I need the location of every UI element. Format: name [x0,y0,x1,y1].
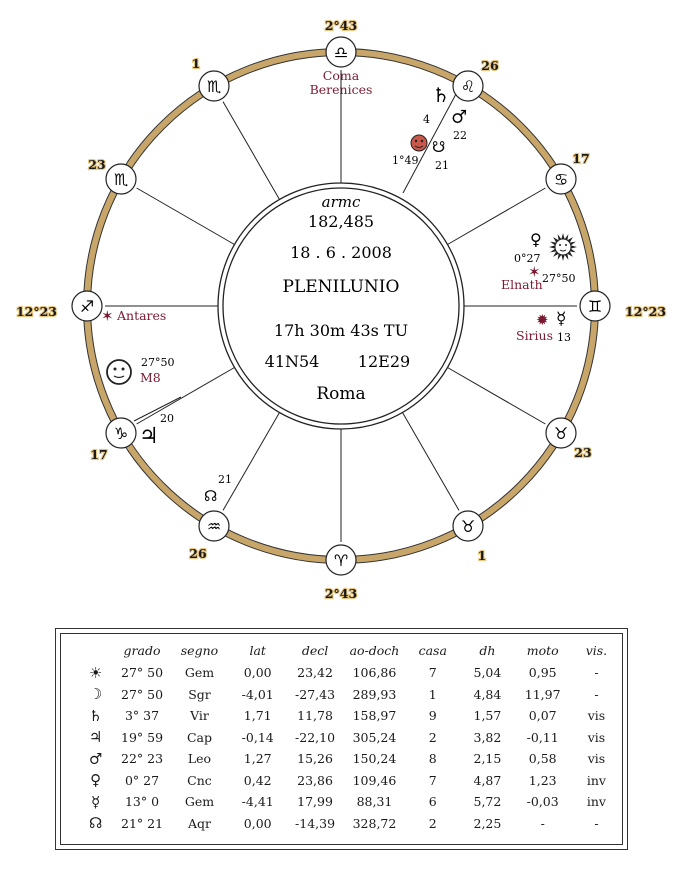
table-row [77,662,622,684]
table-cell: 158,97 [352,708,397,724]
col-moto: moto [526,642,559,658]
armc-label: armc [321,193,361,211]
table-cell: 150,24 [352,751,397,767]
house-divider [223,102,280,200]
cusp-leo [453,58,499,101]
table-cell: inv [586,772,606,788]
node-icon-upper: ☋ [432,138,446,156]
table-cell: - [594,686,599,702]
table-cell: Aqr [187,815,211,831]
table-cell: -0,11 [526,729,559,745]
table-cell: vis [587,708,606,724]
table-cell: Sgr [188,686,211,702]
jupiter-icon: ♃ [139,424,159,449]
venus-degree: 0°27 [514,252,541,265]
zodiac-sign-icon: ♒ [206,517,222,536]
zodiac-sign-icon: ♊ [587,297,603,316]
table-cell: vis [587,751,606,767]
table-cell: 15,26 [297,751,333,767]
table-cell: 0,00 [243,665,272,681]
armc-value: 182,485 [307,212,375,231]
table-cell: 27° 50 [121,665,164,681]
table-cell: Cap [186,729,212,745]
table-row [77,813,622,835]
table-row [77,791,622,813]
table-row [77,748,622,770]
positions-table [77,638,622,834]
col-decl: decl [301,642,329,658]
node-degree-lower: 21 [218,473,232,486]
mars-icon: ♂ [88,749,103,768]
table-cell: 1,27 [243,751,272,767]
full-moon-icon [107,360,131,384]
zodiac-sign-icon: ♎ [333,43,349,62]
table-cell: -4,01 [241,686,274,702]
table-cell: - [540,815,545,831]
house-dividers [105,70,577,542]
table-cell: 1,57 [473,708,502,724]
table-header [77,638,622,662]
cusp-degree: 26 [481,58,499,73]
table-cell: 3,82 [473,729,502,745]
table-cell: 4,84 [473,686,502,702]
table-cell: 13° 0 [124,794,160,810]
table-cell: 0,58 [528,751,557,767]
table-cell: 1,71 [243,708,272,724]
star-label-antares: Antares [117,308,167,323]
jupiter-degree: 20 [160,412,174,425]
table-cell: 3° 37 [124,708,160,724]
cusp-degree: 2°43 [324,586,358,601]
star-label-sirius: Sirius [516,328,553,343]
sun-degree: 27°50 [542,272,576,285]
table-cell: 0° 27 [124,772,160,788]
table-cell: 23,42 [297,665,333,681]
zodiac-sign-icon: ♏ [113,170,129,189]
table-cell: 1 [428,686,437,702]
zodiac-sign-icon: ♋ [553,170,569,189]
table-cell: -0,03 [526,794,559,810]
table-cell: 2 [428,729,437,745]
saturn-degree: 4 [423,113,430,126]
table-cell: 0,42 [243,772,272,788]
star-label-elnath: Elnath [501,277,543,292]
cusp-degree: 23 [88,157,106,172]
cusp-gemini [580,291,666,321]
zodiac-sign-icon: ♈ [333,551,349,570]
node-degree-upper: 21 [435,159,449,172]
col-casa: casa [418,642,447,658]
table-cell: Cnc [187,772,212,788]
table-cell: 0,07 [528,708,557,724]
node-icon: ☊ [88,814,103,833]
table-cell: Gem [184,665,215,681]
table-cell: 9 [428,708,437,724]
table-cell: -27,43 [295,686,336,702]
cusp-degree: 26 [189,546,207,561]
table-cell: inv [586,794,606,810]
star-label-coma: Coma Berenices [309,68,373,97]
saturn-icon: ♄ [432,83,450,107]
table-cell: - [594,665,599,681]
chart-place: Roma [316,384,366,404]
cusp-cancer [546,151,590,194]
moon-icon: ☽ [88,685,103,704]
col-segno: segno [180,642,219,658]
cusp-aries [325,545,357,601]
full-moon-degree: 27°50 [141,356,175,369]
cusp-degree: 1 [191,56,201,71]
cusp-degree: 23 [574,445,592,460]
house-divider [448,368,546,425]
table-cell: 2,15 [473,751,502,767]
chart-time: 17h 30m 43s TU [273,321,409,340]
mars-icon: ♂ [451,107,468,128]
cusp-degree: 2°43 [324,18,358,33]
venus-icon: ♀ [530,230,542,249]
zodiac-sign-icon: ♑ [113,424,129,443]
table-row [77,684,622,706]
chart-latitude: 41N54 [264,352,320,371]
table-cell: 8 [428,751,437,767]
positions-panel [55,628,628,850]
zodiac-sign-icon: ♌ [460,77,476,96]
table-cell: 5,72 [473,794,502,810]
node-icon-lower: ☊ [204,487,218,505]
table-cell: 88,31 [356,794,393,810]
cusp-degree: 17 [572,151,590,166]
table-cell: Vir [190,708,209,724]
zodiac-sign-icon: ♉ [553,424,569,443]
mercury-icon: ☿ [556,309,567,329]
table-cell: 7 [428,772,437,788]
table-cell: - [594,815,599,831]
chart-longitude: 12E29 [357,352,411,371]
house-divider [223,413,280,511]
cusp-degree: 1 [477,548,487,563]
zodiac-sign-icon: ♉ [460,517,476,536]
mercury-degree: 13 [557,331,571,344]
cusp-taurus [453,511,486,563]
house-divider [137,188,235,245]
cusp-taurus-lower [546,418,592,460]
table-cell: 4,87 [473,772,502,788]
table-cell: 21° 21 [121,815,164,831]
table-row [77,705,622,727]
table-cell: 106,86 [352,665,397,681]
cusp-libra-top [325,18,357,67]
col-grado: grado [123,642,161,658]
mercury-icon: ☿ [91,792,101,811]
table-cell: 7 [428,665,437,681]
sun-icon: ☀ [88,663,103,682]
table-cell: -14,39 [295,815,336,831]
table-cell: 2 [428,815,437,831]
table-cell: 27° 50 [121,686,164,702]
table-cell: 109,46 [352,772,397,788]
table-cell: 11,78 [297,708,333,724]
table-cell: -4,41 [241,794,274,810]
star-icon-sirius: ✹ [536,311,549,329]
moon-latitude: 1°49 [392,154,419,167]
house-divider [403,413,460,511]
table-cell: Leo [187,751,212,767]
table-cell: 305,24 [352,729,397,745]
table-cell: 6 [428,794,437,810]
jupiter-icon: ♃ [88,728,103,747]
star-icon-antares: ✶ [101,307,114,325]
cusp-sagittarius [16,291,102,321]
cusp-capricorn [90,418,136,462]
venus-icon: ♀ [90,771,102,790]
mars-degree: 22 [453,129,467,142]
table-row [77,770,622,792]
col-ao-doch: ao-doch [349,642,400,658]
table-cell: -0,14 [241,729,274,745]
chart-title: PLENILUNIO [282,277,400,297]
table-cell: 11,97 [524,686,561,702]
col-lat: lat [249,642,266,658]
table-cell: 289,93 [352,686,397,702]
sun-icon [549,233,577,261]
table-cell: 23,86 [297,772,333,788]
col-vis: vis. [585,642,608,658]
cusp-degree: 17 [90,447,108,462]
table-cell: 1,23 [528,772,557,788]
table-cell: 17,99 [297,794,333,810]
table-cell: 19° 59 [121,729,164,745]
col-dh: dh [479,642,496,658]
table-cell: 0,95 [528,665,557,681]
star-icon-elnath: ✶ [528,263,541,281]
table-cell: 0,00 [243,815,272,831]
saturn-icon: ♄ [88,706,103,725]
zodiac-sign-icon: ♐ [79,297,95,316]
table-cell: 2,25 [473,815,502,831]
table-cell: vis [587,729,606,745]
cusp-degree: 12°23 [15,304,57,319]
table-cell: -22,10 [295,729,336,745]
table-cell: Gem [184,794,215,810]
table-row [77,727,622,749]
table-cell: 5,04 [473,665,502,681]
moon-icon [411,135,427,151]
star-label-m8: M8 [140,370,161,385]
table-cell: 328,72 [352,815,397,831]
chart-date: 18 . 6 . 2008 [290,243,392,262]
zodiac-sign-icon: ♏ [206,77,222,96]
cusp-degree: 12°23 [625,304,667,319]
table-cell: 22° 23 [121,751,164,767]
